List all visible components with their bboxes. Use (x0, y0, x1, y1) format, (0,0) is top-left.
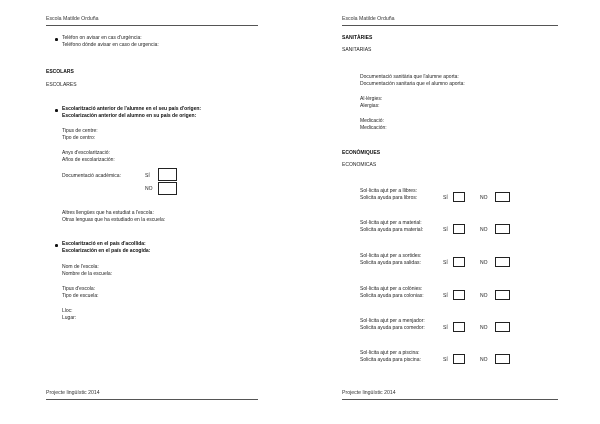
request-canteen-ca: Sol·licita ajut per a menjador: (360, 318, 425, 324)
section-economiques-es: ECONOMICAS (342, 162, 377, 168)
request-material-no-checkbox[interactable] (495, 224, 510, 234)
right-header-rule (342, 25, 558, 26)
bullet-host-schooling (55, 244, 58, 247)
left-header-rule (46, 25, 258, 26)
request-pool-es: Solicita ayuda para piscina: (360, 357, 421, 363)
section-escolars-es: ESCOLARES (46, 82, 77, 88)
right-page (300, 0, 600, 424)
request-outings-es: Solicita ayuda para salidas: (360, 260, 421, 266)
left-footer: Projecte lingüístic 2014 (46, 390, 100, 396)
right-footer: Projecte lingüístic 2014 (342, 390, 396, 396)
allergies-ca: Al·lèrgies: (360, 96, 383, 102)
request-material-yes-checkbox[interactable] (453, 224, 465, 234)
request-canteen-no-checkbox[interactable] (495, 322, 510, 332)
request-material-es: Solicita ayuda para material: (360, 227, 424, 233)
health-doc-es: Documentación sanitaria que el alumno aporta: (360, 81, 465, 87)
other-languages-es: Otras lenguas que ha estudiado en la escuela: (62, 217, 166, 223)
request-canteen-yes-label: SÍ (443, 325, 448, 331)
host-schooling-ca: Escolarització en el país d'acollida: (62, 241, 146, 247)
left-footer-rule (46, 399, 258, 400)
place-es: Lugar: (62, 315, 77, 321)
request-books-no-checkbox[interactable] (495, 192, 510, 202)
request-material-ca: Sol·licita ajut per a material: (360, 220, 422, 226)
years-schooling-es: Años de escolarización: (62, 157, 115, 163)
center-type-ca: Tipus de centre: (62, 128, 98, 134)
academic-doc-yes-label: SÍ (145, 173, 150, 179)
school-type-ca: Tipus d'escola: (62, 286, 96, 292)
request-pool-no-label: NO (480, 357, 488, 363)
academic-doc-yes-checkbox[interactable] (158, 168, 177, 181)
prior-schooling-es: Escolarización anterior del alumno en su país de origen: (62, 113, 197, 119)
years-schooling-ca: Anys d'escolarització: (62, 150, 110, 156)
right-footer-rule (342, 399, 558, 400)
request-material-no-label: NO (480, 227, 488, 233)
request-outings-yes-checkbox[interactable] (453, 257, 465, 267)
academic-doc-no-label: NO (145, 186, 153, 192)
host-schooling-es: Escolarización en el país de acogida: (62, 248, 151, 254)
request-pool-ca: Sol·licita ajut per a piscina: (360, 350, 420, 356)
section-sanitaries-es: SANITARIAS (342, 47, 372, 53)
center-type-es: Tipo de centro: (62, 135, 96, 141)
academic-doc-no-checkbox[interactable] (158, 182, 177, 195)
request-camps-no-checkbox[interactable] (495, 290, 510, 300)
health-doc-ca: Documentació sanitària que l'alumne aporta: (360, 74, 459, 80)
request-pool-no-checkbox[interactable] (495, 354, 510, 364)
request-books-yes-checkbox[interactable] (453, 192, 465, 202)
school-name-ca: Nom de l'escola: (62, 264, 99, 270)
right-header: Escola Matilde Orduña (342, 16, 395, 22)
school-name-es: Nombre de la escuela: (62, 271, 113, 277)
request-books-yes-label: SÍ (443, 195, 448, 201)
academic-doc-label: Documentació acadèmica: (62, 173, 121, 179)
request-pool-yes-checkbox[interactable] (453, 354, 465, 364)
request-camps-es: Solicita ayuda para colonias: (360, 293, 424, 299)
request-outings-no-label: NO (480, 260, 488, 266)
request-outings-ca: Sol·licita ajut per a sortides: (360, 253, 422, 259)
request-canteen-yes-checkbox[interactable] (453, 322, 465, 332)
request-canteen-no-label: NO (480, 325, 488, 331)
request-camps-yes-checkbox[interactable] (453, 290, 465, 300)
request-material-yes-label: SÍ (443, 227, 448, 233)
bullet-prior-schooling (55, 109, 58, 112)
section-sanitaries-ca: SANITÀRIES (342, 35, 373, 41)
allergies-es: Alergias: (360, 103, 380, 109)
request-outings-no-checkbox[interactable] (495, 257, 510, 267)
prior-schooling-ca: Escolarització anterior de l'alumne en el seu país d'origen: (62, 106, 202, 112)
other-languages-ca: Altres llengües que ha estudiat a l'escola: (62, 210, 154, 216)
medication-ca: Medicació: (360, 118, 384, 124)
place-ca: Lloc: (62, 308, 73, 314)
request-pool-yes-label: SÍ (443, 357, 448, 363)
section-economiques-ca: ECONÒMIQUES (342, 150, 381, 156)
request-canteen-es: Solicita ayuda para comedor: (360, 325, 425, 331)
bullet-urgency (55, 38, 58, 41)
school-type-es: Tipo de escuela: (62, 293, 99, 299)
request-camps-ca: Sol·licita ajut per a colònies: (360, 286, 423, 292)
request-camps-yes-label: SÍ (443, 293, 448, 299)
urgency-label-ca: Telèfon on avisar en cas d'urgència: (62, 35, 142, 41)
request-outings-yes-label: SÍ (443, 260, 448, 266)
medication-es: Medicación: (360, 125, 387, 131)
request-books-ca: Sol·licita ajut per a llibres: (360, 188, 417, 194)
request-books-no-label: NO (480, 195, 488, 201)
urgency-label-es: Teléfono dónde avisar en caso de urgencia: (62, 42, 159, 48)
request-books-es: Solicita ayuda para libros: (360, 195, 418, 201)
request-camps-no-label: NO (480, 293, 488, 299)
section-escolars-ca: ESCOLARS (46, 69, 74, 75)
left-header: Escola Matilde Orduña (46, 16, 99, 22)
